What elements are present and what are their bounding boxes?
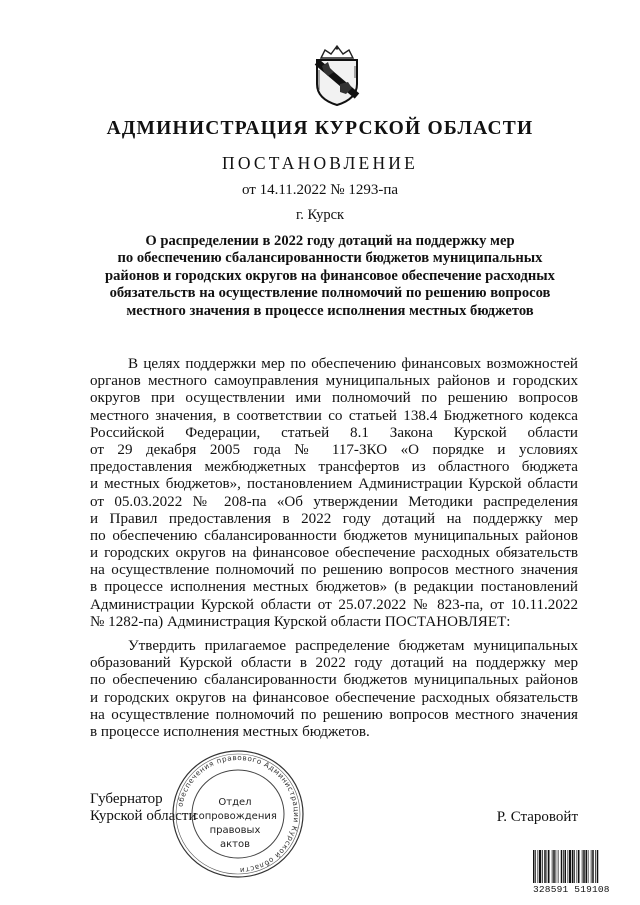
organization-name: АДМИНИСТРАЦИЯ КУРСКОЙ ОБЛАСТИ: [106, 118, 534, 139]
text-line: на осуществление полномочий по решению вопросов местного значения: [90, 562, 578, 579]
barcode-bar: [553, 850, 555, 883]
text-line: по обеспечению сбалансированности бюджетов муниципальных районов: [90, 672, 578, 689]
barcode: [533, 850, 619, 894]
barcode-bar: [542, 850, 543, 883]
barcode-bars-icon: [533, 850, 619, 883]
text-line: на осуществление полномочий по решению вопросов местного значения: [90, 706, 578, 723]
barcode-bar: [544, 850, 546, 883]
title-line: районов и городских округов на финансовое обеспечение расходных: [105, 267, 555, 284]
stamp-label: [170, 796, 300, 852]
barcode-bar: [548, 850, 550, 883]
text-line: органов местного самоуправления муниципальных районов и городских: [90, 373, 578, 390]
text-line: местного значения, в соответствии со статьей 138.4 Бюджетного кодекса: [90, 407, 578, 424]
preamble-paragraph: [90, 356, 578, 631]
document-title: [80, 233, 580, 320]
barcode-bar: [561, 850, 563, 883]
text-line: и Правил предоставления в 2022 году дотаций на поддержку мер: [90, 510, 578, 527]
signatory-title-line: Курской области: [90, 808, 197, 824]
barcode-bar: [578, 850, 580, 883]
stamp-line: сопровождения: [193, 811, 277, 822]
title-line: по обеспечению сбалансированности бюджетов муниципальных: [117, 250, 543, 267]
barcode-bar: [588, 850, 589, 883]
barcode-bar: [539, 850, 541, 883]
text-line: от 29 декабря 2005 года № 117-ЗКО «О порядке и условиях: [90, 441, 578, 458]
text-line: от 05.03.2022 № 208-па «Об утверждении Методики распределения: [90, 493, 578, 510]
document-city: г. Курск: [295, 207, 345, 223]
signatory-title-line: Губернатор: [90, 791, 163, 807]
barcode-bar: [597, 850, 599, 883]
text-line: в процессе исполнения местных бюджетов» (в редакции постановлений: [90, 579, 578, 596]
text-line: Российской Федерации, статьей 8.1 Закона Курской области: [90, 424, 578, 441]
barcode-number: 328591 519108: [533, 884, 610, 895]
text-line: и городских округов на финансовое обеспечение расходных обязательств: [90, 545, 578, 562]
barcode-bar: [582, 850, 583, 883]
barcode-bar: [533, 850, 535, 883]
barcode-bar: [547, 850, 548, 883]
title-line: местного значения в процессе исполнения местных бюджетов: [126, 302, 534, 319]
signatory-name: Р. Старовойт: [496, 809, 578, 825]
text-line: В целях поддержки мер по обеспечению финансовых возможностей: [128, 356, 578, 372]
text-line: предоставления межбюджетных трансфертов из областного бюджета: [90, 459, 578, 476]
barcode-bar: [556, 850, 557, 883]
barcode-bar: [563, 850, 564, 883]
barcode-bar: [552, 850, 553, 883]
text-line: и местных бюджетов», постановлением Администрации Курской области: [90, 476, 578, 493]
text-line: в процессе исполнения местных бюджетов.: [90, 723, 370, 740]
stamp-line: актов: [219, 839, 250, 850]
text-line: образований Курской области в 2022 году дотаций на поддержку мер: [90, 655, 578, 672]
text-line: Администрации Курской области от 25.07.2022 № 823-па, от 10.11.2022: [90, 596, 578, 613]
text-line: по обеспечению сбалансированности бюджетов муниципальных районов: [90, 527, 578, 544]
text-line: и городских округов на финансовое обеспечение расходных обязательств: [90, 689, 578, 706]
title-line: обязательств на осуществление полномочий по решению вопросов: [109, 285, 551, 302]
barcode-bar: [568, 850, 569, 883]
barcode-bar: [558, 850, 559, 883]
barcode-bar: [592, 850, 594, 883]
barcode-bar: [591, 850, 592, 883]
document-number: от 14.11.2022 № 1293-па: [241, 182, 399, 198]
text-line: № 1282-па) Администрация Курской области ПОСТАНОВЛЯЕТ:: [90, 613, 511, 630]
barcode-bar: [535, 850, 536, 883]
barcode-bar: [595, 850, 596, 883]
resolution-paragraph: [90, 638, 578, 741]
barcode-bar: [586, 850, 588, 883]
stamp-line: правовых: [209, 825, 261, 836]
barcode-bar: [538, 850, 539, 883]
coat-of-arms-icon: [312, 44, 362, 106]
document-type: ПОСТАНОВЛЕНИЕ: [221, 153, 419, 173]
barcode-bar: [565, 850, 567, 883]
barcode-bar: [583, 850, 585, 883]
stamp-ring-text: обеспечения правового Администрации Курской области: [175, 752, 302, 876]
text-line: Утвердить прилагаемое распределение бюджетам муниципальных: [128, 638, 578, 654]
text-line: округов при осуществлении ими полномочий по решению вопросов: [90, 390, 578, 407]
title-line: О распределении в 2022 году дотаций на поддержку мер: [145, 233, 515, 249]
barcode-bar: [572, 850, 574, 883]
barcode-bar: [574, 850, 575, 883]
barcode-bar: [569, 850, 571, 883]
barcode-bar: [577, 850, 578, 883]
stamp-line: Отдел: [218, 797, 252, 808]
